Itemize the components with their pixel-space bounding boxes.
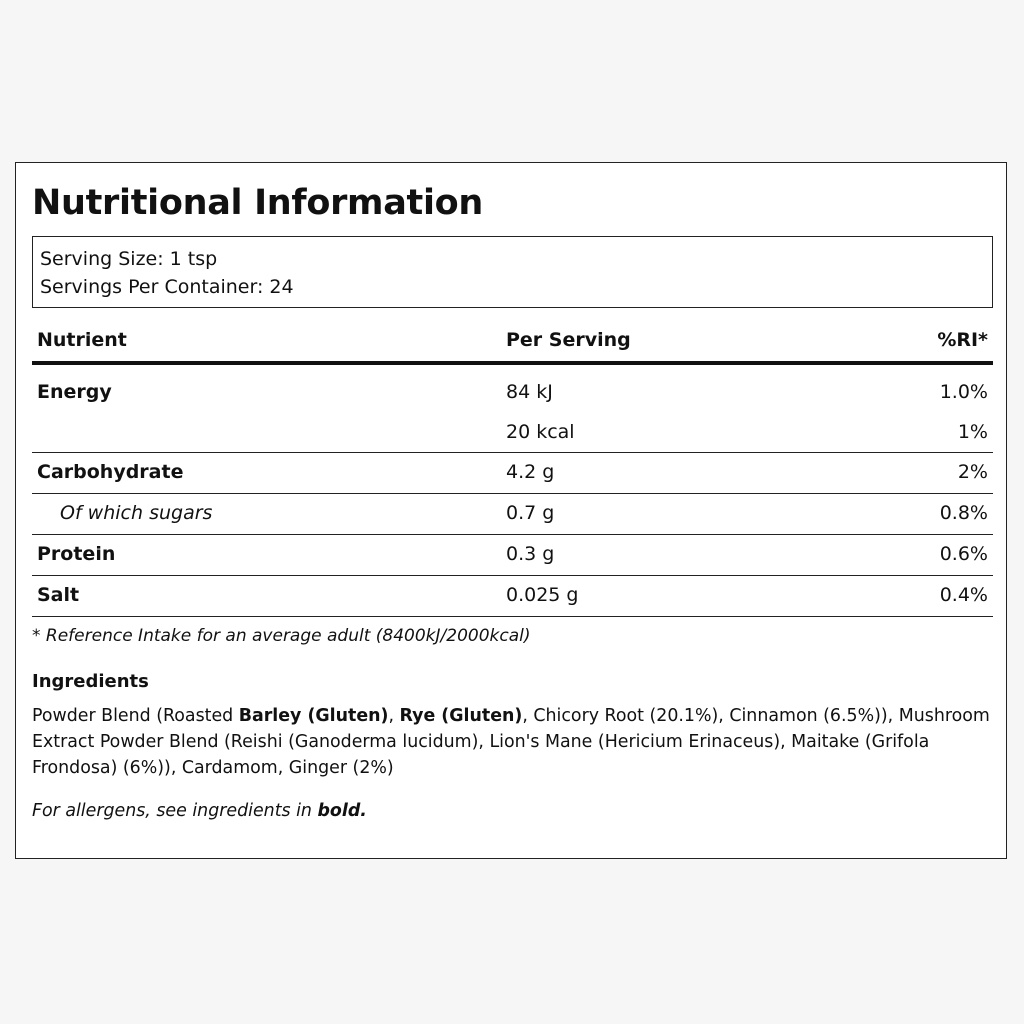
serving-info-box	[32, 236, 993, 308]
header-ri: %RI*	[937, 329, 988, 351]
nutrient-name: Salt	[37, 584, 80, 606]
nutrient-name: Carbohydrate	[37, 461, 184, 483]
header-per-serving: Per Serving	[506, 329, 631, 351]
per-serving-value: 0.7 g	[506, 502, 555, 524]
nutrition-table	[32, 323, 993, 617]
ri-value: 2%	[957, 461, 988, 483]
allergen-barley: Barley (Gluten)	[238, 706, 389, 726]
allergen-note-bold: bold.	[317, 801, 367, 821]
ri-value: 0.6%	[939, 543, 988, 565]
ingredients-heading: Ingredients	[32, 671, 149, 692]
ingredients-text-part: Powder Blend (Roasted	[32, 706, 239, 726]
nutrient-name: Protein	[37, 543, 116, 565]
allergen-rye: Rye (Gluten)	[399, 706, 523, 726]
energy-kcal-ri: 1%	[957, 421, 988, 443]
table-row-protein	[32, 535, 993, 576]
ingredients-text-part: , Chicory Root (20.1%), Cinnamon (6.5%)), Mushroom Extract Powder Blend (Reishi (Ganoderma lucidum), Lion's Mane (Hericium Erinaceus), Maitake (Grifola Frondosa) (6%)), Cardamom, Ginger (2%)	[32, 706, 990, 778]
ingredients-text	[32, 703, 992, 781]
allergen-note	[32, 801, 367, 821]
nutrient-name: Of which sugars	[60, 502, 213, 524]
table-row-energy	[32, 365, 993, 453]
nutrition-panel	[15, 162, 1007, 859]
table-row-carbohydrate	[32, 453, 993, 494]
energy-kj-value: 84 kJ	[506, 381, 553, 403]
page-title: Nutritional Information	[32, 183, 484, 223]
header-nutrient: Nutrient	[37, 329, 127, 351]
serving-size: Serving Size: 1 tsp	[40, 248, 218, 270]
table-row-sugars	[32, 494, 993, 535]
ri-value: 0.8%	[939, 502, 988, 524]
ri-value: 0.4%	[939, 584, 988, 606]
ingredients-text-part: ,	[388, 706, 400, 726]
reference-intake-footnote: * Reference Intake for an average adult (8400kJ/2000kcal)	[32, 626, 531, 646]
per-serving-value: 0.3 g	[506, 543, 555, 565]
table-header-row	[32, 323, 993, 365]
per-serving-value: 4.2 g	[506, 461, 555, 483]
energy-kj-ri: 1.0%	[939, 381, 988, 403]
energy-kcal-value: 20 kcal	[506, 421, 575, 443]
per-serving-value: 0.025 g	[506, 584, 579, 606]
allergen-note-text: For allergens, see ingredients in	[32, 801, 318, 821]
servings-per-container: Servings Per Container: 24	[40, 276, 294, 298]
table-row-salt	[32, 576, 993, 617]
nutrient-name: Energy	[37, 381, 112, 403]
